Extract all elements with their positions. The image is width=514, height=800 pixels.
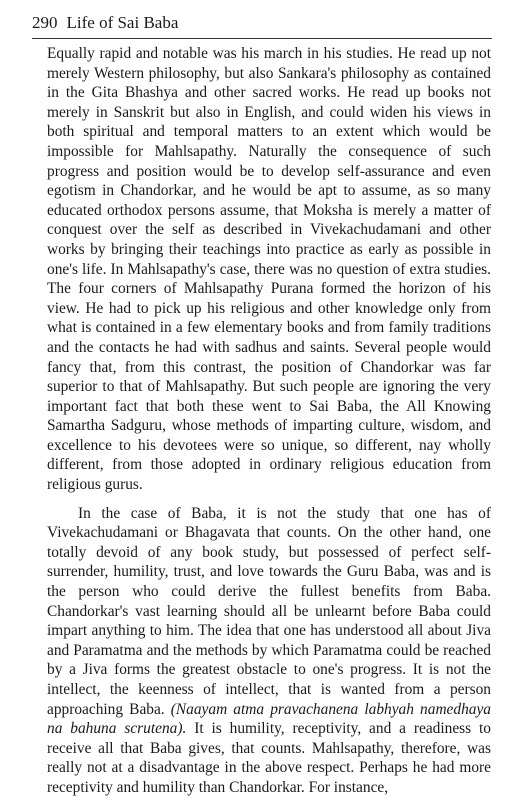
body-text <box>47 44 491 798</box>
running-header <box>32 12 492 39</box>
paragraph-2-text-after: It is humility, receptivity, and a readiness to receive all that Baba gives, that counts. Mahlsapathy, therefore, was really not at a disadvantage in the above respect. Perhaps he had more receptivity and humility than Chandorkar. For instance, <box>47 720 492 796</box>
paragraph-2 <box>47 504 491 798</box>
running-title: Life of Sai Baba <box>66 13 179 32</box>
page-number: 290 <box>32 13 58 32</box>
sanskrit-quote: (Naayam atma pravachanena labhyah namedhaya na bahuna scrutena). <box>47 700 491 738</box>
paragraph-2-text-before: In the case of Baba, it is not the study that one has of Vivekachudamani or Bhagavata that counts. On the other hand, one totally devoid of any book study, but possessed of perfect self-surrender, humility, trust, and love towards the Guru Baba, was and is the person who could derive the fullest benefits from Baba. Chandorkar's vast learning should all be unlearnt before Baba could impart anything to him. The idea that one has understood all about Jiva and Paramatma and the methods by which Paramatma could be reached by a Jiva forms the greatest obstacle to one's progress. It is not the intellect, the keenness of intellect, that is wanted from a person approaching Baba. <box>47 504 491 718</box>
paragraph-1: Equally rapid and notable was his march in his studies. He read up not merely Western philosophy, but also Sankara's philosophy as contained in the Gita Bhashya and other sacred works. He read up books not merely in Sanskrit but also in English, and could widen his views in both spiritual and temporal matters to an extent which would be impossible for Mahlsapathy. Naturally the consequence of such progress and position would be to develop self-assurance and even egotism in Chandorkar, and he would be apt to assume, as so many educated orthodox persons assume, that Moksha is merely a matter of conquest over the self as described in Vivekachudamani and other works by bringing their teachings into practice as early as possible in one's life. In Mahlsapathy's case, there was no question of extra studies. The four corners of Mahlsapathy Purana formed the horizon of his view. He had to pick up his religious and other knowledge only from what is contained in a few elementary books and from family traditions and the contacts he had with sadhus and saints. Several people would fancy that, from this contrast, the position of Chandorkar was far superior to that of Mahlsapathy. But such people are ignoring the very important fact that both these went to Sai Baba, the All Knowing Samartha Sadguru, whose methods of imparting culture, wisdom, and excellence to his devotees were so unique, so different, nay wholly different, from those adopted in ordinary religious education from religious gurus. <box>47 45 491 494</box>
